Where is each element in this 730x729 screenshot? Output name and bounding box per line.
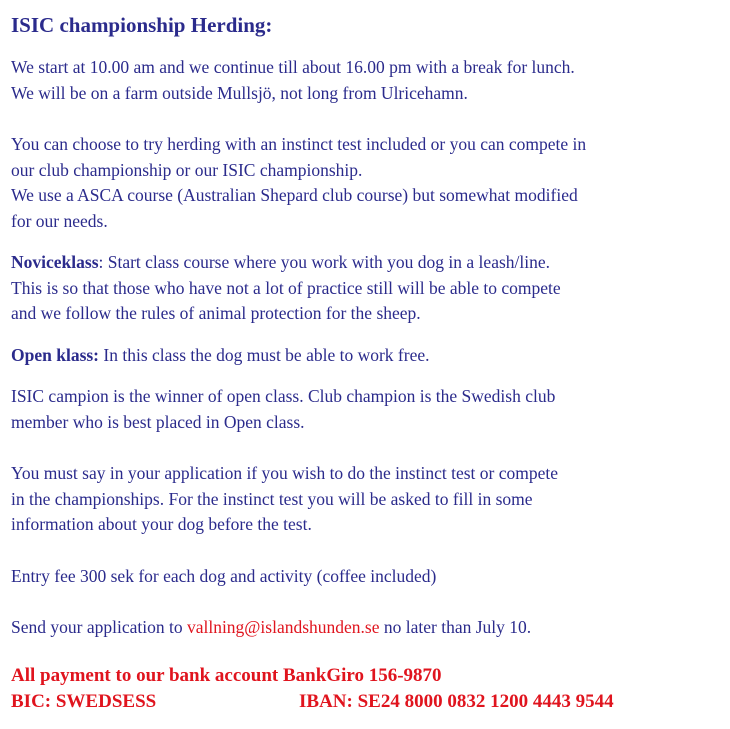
champion-line-2: member who is best placed in Open class. [11,411,305,432]
spacer [11,538,723,564]
spacer [11,327,723,343]
novice-line-3: and we follow the rules of animal protection for the sheep. [11,303,421,323]
choose-line-1: You can choose to try herding with an instinct test included or you can compete in [11,134,587,154]
application-line-1: You must say in your application if you wish to do the instinct test or compete [11,463,558,483]
page-title: ISIC championship Herding: [11,13,273,37]
payment-line: All payment to our bank account BankGiro 156-9870 [11,664,442,686]
open-text: In this class the dog must be able to work free. [99,344,430,365]
novice-line-2: This is so that those who have not a lot of practice still will be able to compete [11,277,561,298]
iban-code: IBAN: SE24 8000 0832 1200 4443 9544 [299,690,614,712]
open-paragraph [11,343,723,369]
choose-line-4: for our needs. [11,210,108,231]
intro-line-2: We will be on a farm outside Mullsjö, not long from Ulricehamn. [11,82,468,103]
spacer [11,641,723,663]
bic-code: BIC: SWEDSESS [11,690,157,712]
application-line-2: in the championships. For the instinct test you will be asked to fill in some [11,488,533,509]
entry-fee: Entry fee 300 sek for each dog and activity (coffee included) [11,565,437,586]
novice-text: : Start class course where you work with you dog in a leash/line. [98,252,550,272]
choose-line-3: We use a ASCA course (Australian Shepard club course) but somewhat modified [11,185,578,205]
spacer [11,368,723,384]
email-link[interactable]: vallning@islandshunden.se [186,617,380,637]
document [11,12,723,715]
bank-codes-row [11,689,723,715]
champion-line-1: ISIC campion is the winner of open class. Club champion is the Swedish club [11,386,556,406]
application-line-3: information about your dog before the test. [11,514,312,534]
send-prefix: Send your application to [11,617,187,637]
spacer [11,435,723,461]
choose-line-2: our club championship or our ISIC championship. [11,159,363,180]
novice-label: Noviceklass [11,252,99,272]
novice-line-1 [11,250,723,276]
send-paragraph [11,615,723,641]
spacer [11,589,723,615]
spacer [11,234,723,250]
intro-line-1: We start at 10.00 am and we continue till about 16.00 pm with a break for lunch. [11,57,575,77]
open-label: Open klass: [11,344,100,365]
spacer [11,106,723,132]
send-suffix: no later than July 10. [379,617,532,637]
